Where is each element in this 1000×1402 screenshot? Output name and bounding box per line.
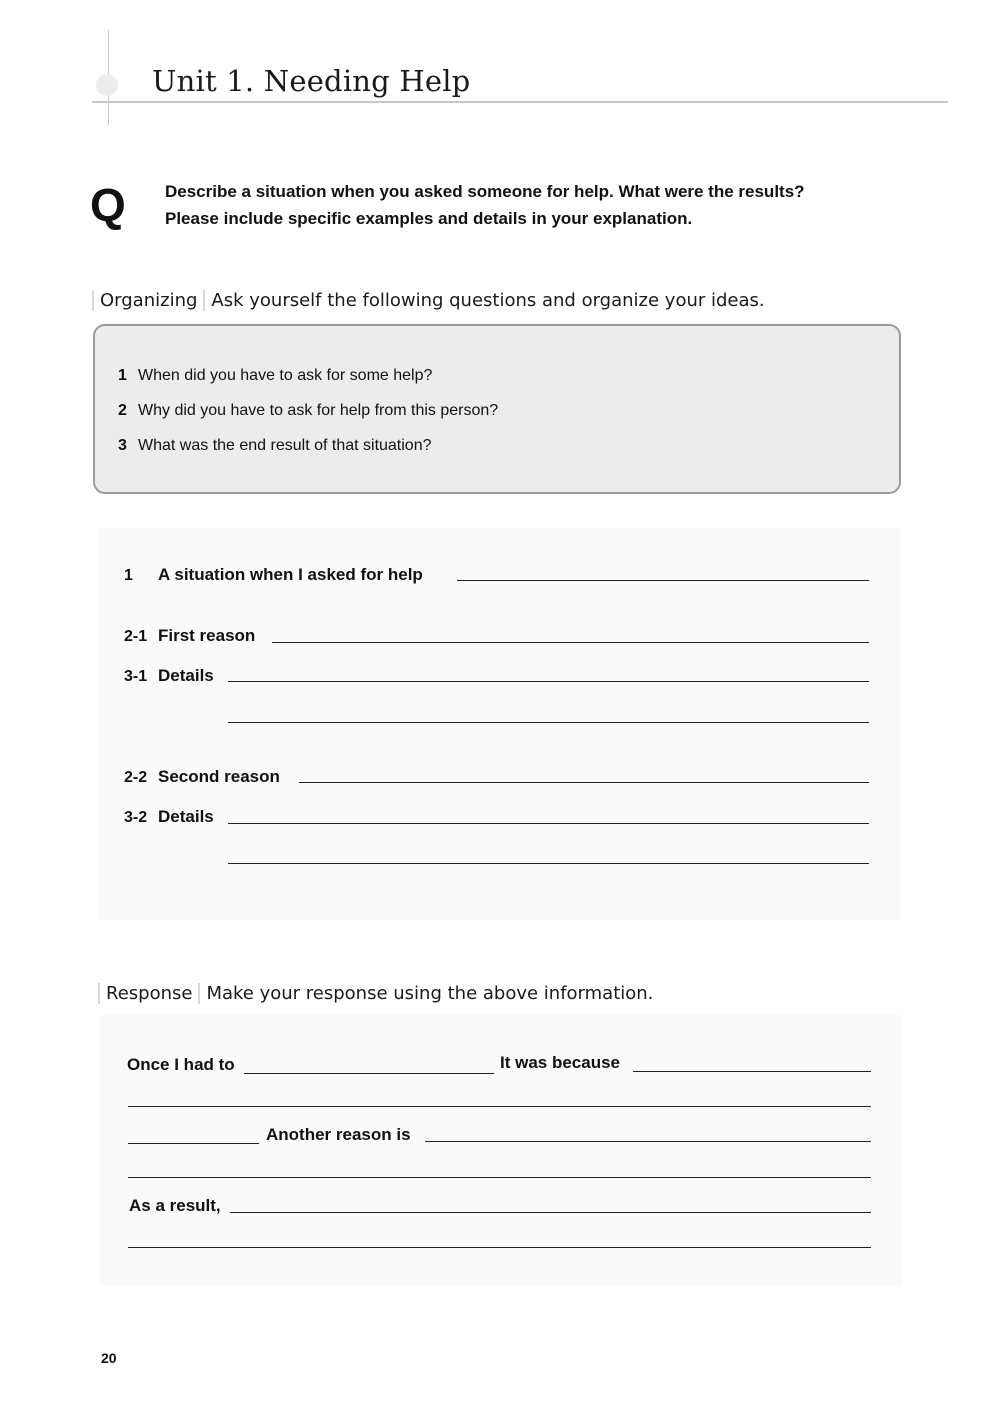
situation-label: A situation when I asked for help [158, 565, 423, 584]
details-2-blank-2[interactable] [228, 863, 869, 864]
question-letter: Q [90, 179, 126, 231]
response-blank-line-6[interactable] [128, 1247, 871, 1248]
response-blank-line-4[interactable] [128, 1177, 871, 1178]
details-1-label: Details [158, 666, 214, 685]
page-title: Unit 1. Needing Help [152, 64, 471, 98]
response-label: Response [98, 983, 200, 1004]
row-number: 3-2 [124, 809, 148, 826]
question-line-2: Please include specific examples and details in your explanation. [165, 209, 693, 228]
details-1-blank-2[interactable] [228, 722, 869, 723]
question-text: When did you have to ask for some help? [138, 367, 433, 384]
second-reason-blank[interactable] [299, 782, 869, 783]
row-number: 3-1 [124, 668, 148, 685]
another-reason-blank[interactable] [425, 1141, 871, 1142]
result-phrase: As a result, [129, 1196, 221, 1215]
row-number: 1 [124, 567, 133, 584]
response-blank-line-3a[interactable] [128, 1143, 259, 1144]
organizing-heading [92, 290, 765, 311]
question-number: 2 [118, 402, 127, 419]
question-text: What was the end result of that situation? [138, 437, 432, 454]
organizing-question [118, 367, 432, 385]
first-reason-blank[interactable] [272, 642, 869, 643]
details-2-blank[interactable] [228, 823, 869, 824]
organizing-instruction: Ask yourself the following questions and organize your ideas. [211, 290, 765, 311]
page-number: 20 [101, 1350, 117, 1366]
first-reason-label: First reason [158, 626, 256, 645]
title-bullet-icon [96, 74, 118, 96]
details-2-label: Details [158, 807, 214, 826]
another-reason-phrase: Another reason is [266, 1125, 411, 1144]
once-phrase: Once I had to [127, 1055, 235, 1074]
details-1-blank[interactable] [228, 681, 869, 682]
title-divider [92, 101, 948, 103]
response-heading [98, 983, 653, 1004]
result-blank[interactable] [230, 1212, 871, 1213]
response-blank-line-2[interactable] [128, 1106, 871, 1107]
worksheet-area [98, 528, 900, 920]
question-number: 1 [118, 367, 127, 384]
because-phrase: It was because [500, 1053, 621, 1072]
because-blank[interactable] [633, 1071, 871, 1072]
once-blank[interactable] [244, 1073, 494, 1074]
row-number: 2-2 [124, 769, 148, 786]
response-instruction: Make your response using the above information. [206, 983, 654, 1004]
question-prompt [165, 178, 805, 232]
organizing-question [118, 437, 432, 455]
situation-blank[interactable] [457, 580, 869, 581]
organizing-label: Organizing [92, 290, 205, 311]
row-number: 2-1 [124, 628, 148, 645]
second-reason-label: Second reason [158, 767, 280, 786]
question-text: Why did you have to ask for help from this person? [138, 402, 499, 419]
question-line-1: Describe a situation when you asked someone for help. What were the results? [165, 182, 805, 201]
question-number: 3 [118, 437, 127, 454]
organizing-question [118, 402, 498, 420]
